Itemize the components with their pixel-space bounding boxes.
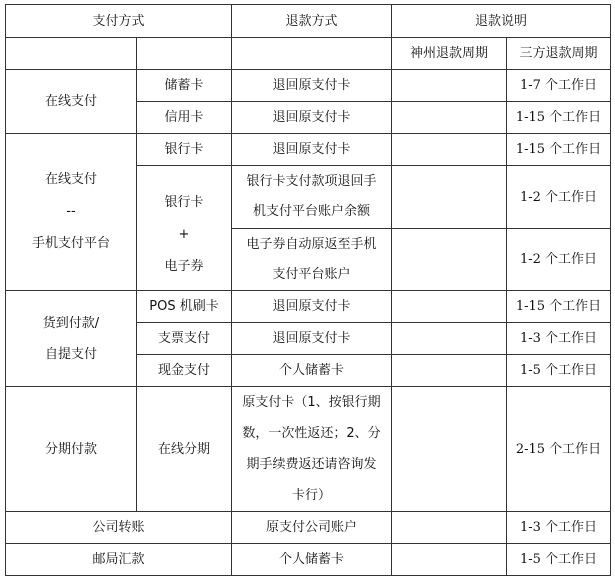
group-label-line: 手机支付平台 [31,236,110,251]
sub-credit-card: 信用卡 [137,102,232,134]
header-refund-note: 退款说明 [392,5,611,38]
header-pay-method: 支付方式 [6,5,232,38]
group-label: 在线支付 [44,94,97,109]
method-cell: 退回原支付卡 [232,291,392,323]
method-cell: 退回原支付卡 [232,70,392,102]
method-cell: 个人储蓄卡 [232,544,392,576]
method-line: 电子券自动原返至手机 [246,236,377,252]
shenzhou-cycle-cell [392,229,507,291]
header-shenzhou-cycle: 神州退款周期 [392,38,507,70]
header-empty-cell [137,38,232,70]
group-online-payment [6,70,137,134]
group-installment: 分期付款 [6,387,137,512]
group-postal-remittance: 邮局汇款 [6,544,232,576]
method-line: 卡行） [292,488,332,503]
sub-bank-card-plus-coupon [137,166,232,291]
method-cell [232,229,392,291]
group-mobile-platform [6,134,137,291]
third-party-cycle-cell: 1-2 个工作日 [507,166,611,229]
method-line: 数，一次性返还；2、分 [242,426,381,441]
method-line: 原支付卡（1、按银行期 [242,395,381,410]
third-party-cycle-cell: 2-15 个工作日 [507,387,611,512]
sub-label-line: 电子券 [164,259,204,274]
third-party-cycle-cell: 1-15 个工作日 [507,134,611,166]
group-label-line: -- [66,204,76,219]
third-party-cycle-cell: 1-15 个工作日 [507,291,611,323]
header-third-party-cycle: 三方退款周期 [507,38,611,70]
shenzhou-cycle-cell [392,102,507,134]
method-cell: 退回原支付卡 [232,323,392,355]
group-cash-on-delivery [6,291,137,387]
shenzhou-cycle-cell [392,166,507,229]
group-label-line: 在线支付 [44,172,97,187]
method-cell [232,387,392,512]
sub-label-line: 银行卡 [164,195,204,210]
group-corporate-transfer: 公司转账 [6,512,232,544]
header-empty-cell [6,38,137,70]
group-label-line: 自提支付 [44,346,97,362]
sub-cash: 现金支付 [137,355,232,387]
method-line: 期手续费返还请咨询发 [246,457,377,472]
shenzhou-cycle-cell [392,355,507,387]
refund-table [5,4,611,576]
third-party-cycle-cell: 1-5 个工作日 [507,544,611,576]
method-line: 银行卡支付款项退回手 [246,174,377,189]
header-empty-cell [232,38,392,70]
shenzhou-cycle-cell [392,323,507,355]
sub-bank-card: 银行卡 [137,134,232,166]
shenzhou-cycle-cell [392,544,507,576]
third-party-cycle-cell: 1-2 个工作日 [507,229,611,291]
shenzhou-cycle-cell [392,134,507,166]
third-party-cycle-cell: 1-3 个工作日 [507,512,611,544]
method-cell [232,166,392,229]
method-line: 机支付平台账户余额 [253,204,371,219]
method-line: 支付平台账户 [272,266,351,282]
third-party-cycle-cell: 1-7 个工作日 [507,70,611,102]
sub-pos-card: POS 机刷卡 [137,291,232,323]
third-party-cycle-cell: 1-3 个工作日 [507,323,611,355]
sub-label-line: + [178,227,190,242]
shenzhou-cycle-cell [392,70,507,102]
method-cell: 退回原支付卡 [232,134,392,166]
header-refund-method: 退款方式 [232,5,392,38]
shenzhou-cycle-cell [392,387,507,512]
method-cell: 个人储蓄卡 [232,355,392,387]
method-cell: 退回原支付卡 [232,102,392,134]
group-label-line: 货到付款/ [42,315,100,331]
third-party-cycle-cell: 1-15 个工作日 [507,102,611,134]
method-cell: 原支付公司账户 [232,512,392,544]
sub-online-installment: 在线分期 [137,387,232,512]
sub-debit-card: 储蓄卡 [137,70,232,102]
shenzhou-cycle-cell [392,512,507,544]
third-party-cycle-cell: 1-5 个工作日 [507,355,611,387]
shenzhou-cycle-cell [392,291,507,323]
sub-cheque: 支票支付 [137,323,232,355]
